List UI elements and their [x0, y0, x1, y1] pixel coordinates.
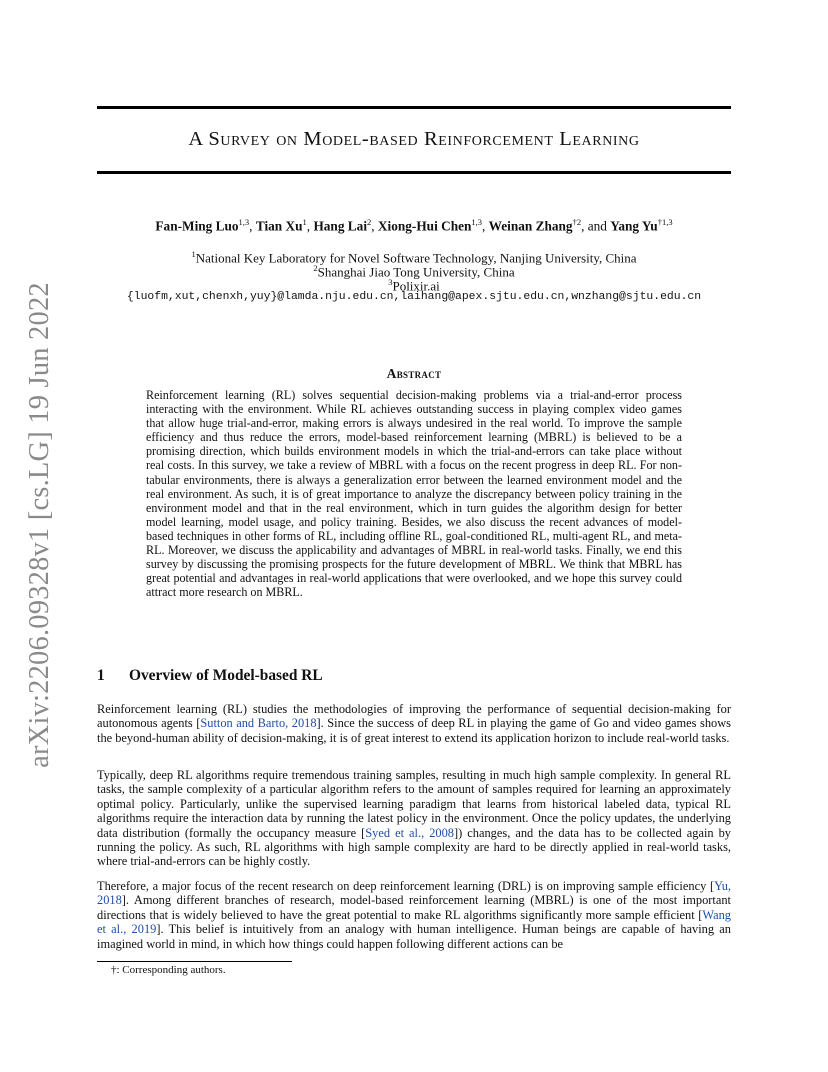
section-number: 1 [97, 667, 105, 684]
footnote: †: Corresponding authors. [111, 964, 226, 976]
citation-link[interactable]: Yu, 2018 [97, 879, 731, 908]
citation-link[interactable]: Syed et al., 2008 [365, 825, 454, 840]
author-affil-mark: 1,3 [471, 217, 483, 227]
arxiv-identifier-text: arXiv:2206.09328v1 [cs.LG] 19 Jun 2022 [24, 282, 55, 768]
author-name: Fan-Ming Luo [155, 218, 239, 234]
paragraph-text: ]. Since the success of deep RL in playing the game of Go and video games shows the beyond-human ability of decision-making, it is of great interest to extend its application horizon to include real-world tasks. [97, 716, 731, 745]
title-rule-bottom [97, 171, 731, 174]
section-heading [97, 667, 731, 685]
title-rule-top [97, 106, 731, 109]
author-emails: {luofm,xut,chenxh,yuy}@lamda.nju.edu.cn,laihang@apex.sjtu.edu.cn,wnzhang@sjtu.edu.cn [126, 291, 702, 303]
affiliation-mark: 3 [388, 277, 393, 287]
paragraph-text: Typically, deep RL algorithms require tremendous training samples, resulting in much high sample complexity. In general RL tasks, the sample complexity of a particular algorithm refers to the amount of samples required for learning an approximately optimal policy. Particularly, unlike the supervised learning paradigm that learns from historical labeled data, typical RL algorithms require the interaction data by running the latest policy in the environment. Once the policy updates, the underlying data distribution (formally the occupancy measure [ [97, 768, 731, 840]
author-conjunction: and [587, 218, 607, 234]
paragraph-text: ]. Among different branches of research, model-based reinforcement learning (MBRL) is one of the most important directions that is widely believed to have the great potential to make RL algorithms significantly more sample efficient [ [97, 893, 731, 922]
body-paragraph-2 [97, 768, 731, 869]
affiliation-mark: 2 [313, 263, 318, 273]
author-name: Xiong-Hui Chen [377, 218, 472, 234]
footnote-rule [97, 961, 292, 962]
author-affil-mark: †1,3 [657, 217, 673, 227]
author-name: Tian Xu [255, 218, 303, 234]
author-affil-mark: 1,3 [238, 217, 250, 227]
body-paragraph-1 [97, 702, 731, 745]
citation-link[interactable]: Wang et al., 2019 [97, 907, 731, 937]
author-name: Weinan Zhang [488, 218, 573, 234]
author-affil-mark: †2 [572, 217, 582, 227]
abstract-body: Reinforcement learning (RL) solves sequential decision-making problems via a trial-and-error process interacting with the environment. While RL achieves outstanding success in playing complex video games that allow huge trial-and-error, making errors is always undesired in the real world. To improve the sample efficiency and thus reduce the errors, model-based reinforcement learning (MBRL) is believed to be a promising direction, which builds environment models in which the trial-and-errors can take place without real costs. In this survey, we take a review of MBRL with a focus on the recent progress in deep RL. For non-tabular environments, there is always a generalization error between the learned environment model and the real environment. As such, it is of great importance to analyze the discrepancy between policy training in the environment model and that in the real environment, which in turn guides the algorithm design for better model learning, model usage, and policy training. Besides, we also discuss the recent advances of model-based techniques in other forms of RL, including offline RL, goal-conditioned RL, multi-agent RL, and meta-RL. Moreover, we discuss the applicability and advantages of MBRL in real-world tasks. Finally, we end this survey by discussing the promising prospects for the future development of MBRL. We think that MBRL has great potential and advantages in real-world applications that were overlooked, and we hope this survey could attract more research on MBRL. [146, 388, 682, 600]
paragraph-text: Therefore, a major focus of the recent research on deep reinforcement learning (DRL) is on improving sample efficiency [ [97, 879, 715, 893]
author-affil-mark: 2 [367, 217, 372, 227]
section-title: Overview of Model-based RL [129, 667, 323, 684]
body-paragraph-3 [97, 879, 731, 951]
abstract-heading: Abstract [386, 366, 442, 381]
paragraph-text: ]. This belief is intuitively from an analogy with human intelligence. Human beings are capable of having an imagined world in mind, in which how things could happen following different actions can be [97, 922, 731, 951]
affiliation-mark: 1 [191, 249, 196, 259]
paragraph-text: ]) changes, and the data has to be collected again by running the policy. As such, RL algorithms with high sample complexity are hard to be directly applied in real-world tasks, where trial-and-errors can be highly costly. [97, 825, 732, 869]
author-name: Yang Yu [610, 218, 658, 234]
author-list: Fan-Ming Luo$^{1,3}$, Tian Xu$^1$, Hang Lai$^2$, Xiong-Hui Chen$^{1,3}$, Weinan Zhang$^{\dagger 2}$, and Yang Yu$^{\dagger 1,3}$ [155, 217, 673, 234]
arxiv-identifier-stamp [22, 282, 58, 768]
author-name: Hang Lai [313, 218, 368, 234]
affiliation-text: National Key Laboratory for Novel Software Technology, Nanjing University, China [195, 250, 637, 266]
affiliation-text: Shanghai Jiao Tong University, China [317, 264, 515, 280]
paper-title: A Survey on Model-based Reinforcement Learning [188, 128, 640, 150]
citation-link[interactable]: Sutton and Barto, 2018 [200, 716, 317, 731]
author-affil-mark: 1 [302, 217, 307, 227]
affiliation-text: Polixir.ai [392, 278, 440, 294]
paragraph-text: Reinforcement learning (RL) studies the methodologies of improving the performance of sequential decision-making for autonomous agents [ [97, 702, 731, 731]
